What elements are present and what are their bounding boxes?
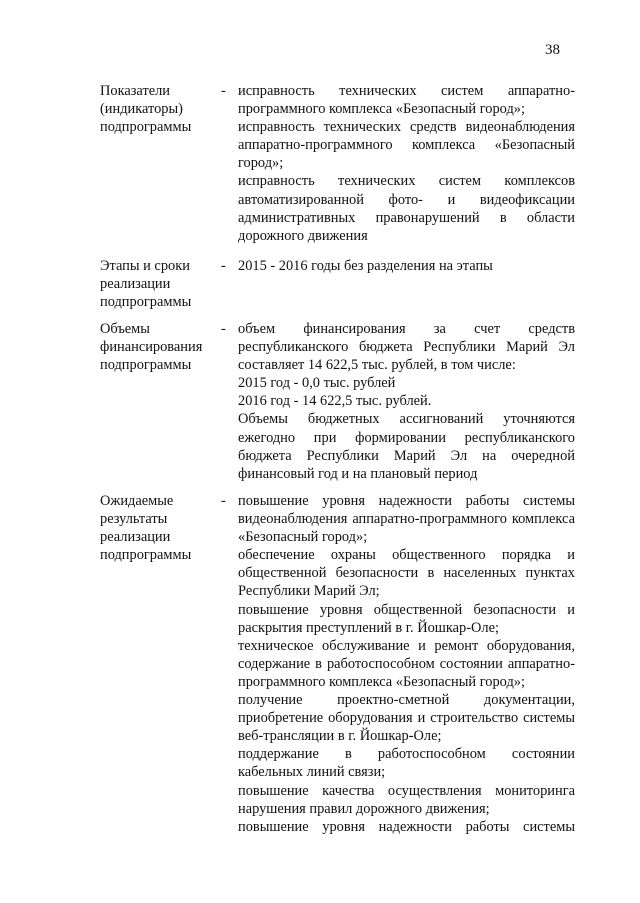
paragraph: техническое обслуживание и ремонт оборудования, содержание в работоспособном состоянии аппаратно-программного комплекса «Безопасный город»; [238, 637, 575, 690]
section-label [100, 320, 218, 374]
label-line: реализации [100, 276, 171, 293]
label-line: финансирования [100, 339, 203, 356]
paragraph: 2015 - 2016 годы без разделения на этапы [238, 258, 493, 274]
paragraph: обеспечение охраны общественного порядка и общественной безопасности в населенных пунктах Республики Марий Эл; [238, 547, 575, 600]
paragraph: исправность технических средств видеонаблюдения аппаратно-программного комплекса «Безопасный город»; [238, 119, 575, 172]
paragraph: объем финансирования за счет средств республиканского бюджета Республики Марий Эл составляет 14 622,5 тыс. рублей, в том числе: [238, 321, 575, 374]
section-label [100, 257, 218, 311]
dash-separator: - [221, 83, 226, 99]
section-content [238, 320, 575, 483]
paragraph: поддержание в работоспособном состоянии кабельных линий связи; [238, 746, 575, 781]
paragraph: повышение уровня надежности работы системы видеонаблюдения аппаратно-программного комплекса «Безопасный город»; [238, 493, 575, 546]
paragraph: 2016 год - 14 622,5 тыс. рублей. [238, 393, 432, 410]
dash-separator: - [221, 321, 226, 337]
section-label [100, 492, 218, 564]
paragraph: 2015 год - 0,0 тыс. рублей [238, 375, 396, 392]
paragraph: повышение уровня надежности работы системы [238, 818, 575, 835]
label-line: подпрограммы [100, 547, 192, 564]
paragraph: исправность технических систем комплексов автоматизированной фото- и видеофиксации административных правонарушений в области дорожного движения [238, 173, 575, 244]
paragraph: повышение уровня общественной безопасности и раскрытия преступлений в г. Йошкар-Оле; [238, 601, 575, 636]
label-line: подпрограммы [100, 357, 192, 374]
label-line: Объемы [100, 321, 150, 337]
section-content [238, 82, 575, 245]
paragraph: повышение качества осуществления мониторинга нарушения правил дорожного движения; [238, 782, 575, 817]
paragraph: исправность технических систем аппаратно-программного комплекса «Безопасный город»; [238, 83, 575, 118]
section-label [100, 82, 218, 136]
page-number: 38 [545, 42, 560, 58]
section-content [238, 492, 575, 836]
label-line: подпрограммы [100, 119, 192, 136]
label-line: Ожидаемые [100, 493, 174, 509]
dash-separator: - [221, 258, 226, 274]
label-line [100, 257, 212, 275]
label-line: подпрограммы [100, 294, 192, 311]
section-content [238, 257, 575, 275]
label-line: результаты [100, 511, 168, 528]
label-line: (индикаторы) [100, 101, 183, 118]
label-line: Показатели [100, 83, 171, 99]
paragraph: получение проектно-сметной документации, приобретение оборудования и строительство системы веб-трансляции в г. Йошкар-Оле; [238, 692, 575, 745]
paragraph: Объемы бюджетных ассигнований уточняются ежегодно при формировании республиканского бюджета Республики Марий Эл на очередной финансовый год и на плановый период [238, 411, 575, 482]
label-line: реализации [100, 529, 171, 546]
label-line: Этапы и сроки [100, 258, 190, 274]
dash-separator: - [221, 493, 226, 509]
